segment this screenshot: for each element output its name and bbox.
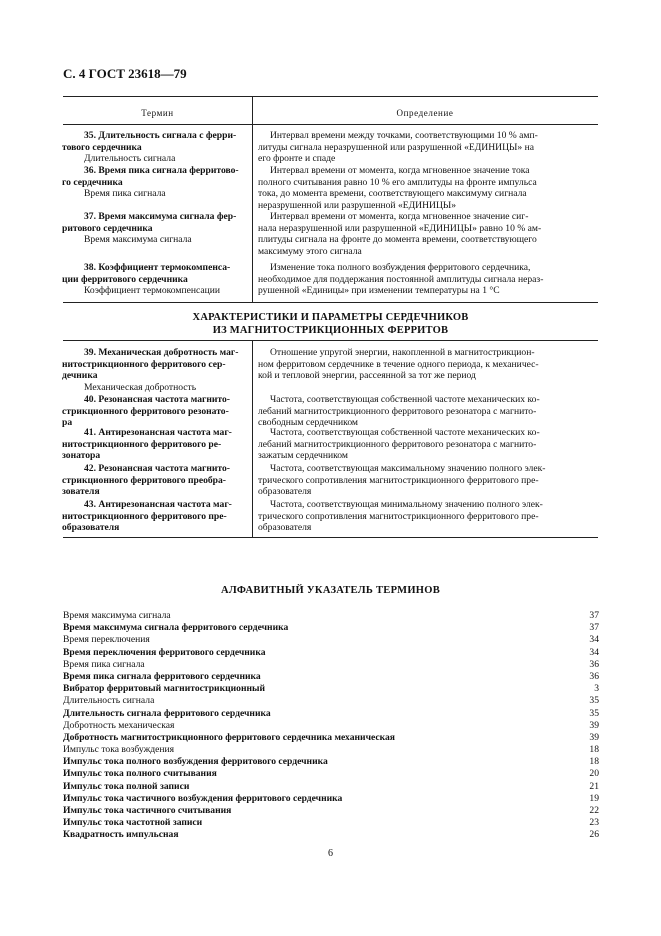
term-entry [62, 211, 237, 246]
term-name: го сердечника [62, 176, 123, 188]
index-term: Импульс тока частичного считывания [63, 805, 232, 816]
index-entry [63, 634, 599, 646]
definition-line: трического сопротивления магнитострикционного ферритового пре- [258, 510, 539, 522]
term-name: нитострикционного ферритового ре- [62, 438, 222, 450]
definition-text [258, 211, 541, 258]
definition-line: Интервал времени между точками, соответствующими 10 % амп- [270, 130, 538, 141]
index-entry [63, 829, 599, 841]
index-entry [63, 732, 599, 744]
table-bottom-rule [63, 302, 598, 303]
column-separator [252, 96, 253, 302]
definition-line: свободным сердечником [258, 417, 359, 429]
definition-line: литуды сигнала неразрушенной или разрушенной «ЕДИНИЦЫ» на [258, 141, 534, 153]
definition-line: Отношение упругой энергии, накопленной в магнитострикцион- [270, 347, 535, 358]
index-entry [63, 805, 599, 817]
index-entry [63, 695, 599, 707]
index-entry [63, 622, 599, 634]
term-name: ра [62, 417, 73, 429]
index-term: Импульс тока полного возбуждения ферритового сердечника [63, 756, 328, 768]
definition-line: максимуму этого сигнала [258, 246, 362, 258]
definition-line: рушенной «Единицы» при изменении температуры на 1 °С [258, 285, 500, 297]
definition-line: образователя [258, 522, 312, 534]
definition-line: зажатым сердечником [258, 450, 348, 462]
section-title-line: ХАРАКТЕРИСТИКИ И ПАРАМЕТРЫ СЕРДЕЧНИКОВ [192, 312, 469, 323]
index-term: Время переключения ферритового сердечника [63, 646, 266, 658]
definition-line: плитуды сигнала на фронте до момента времени, соответствующего [258, 234, 537, 246]
index-page-ref: 37 [589, 610, 599, 621]
index-page-ref: 21 [589, 780, 599, 792]
definition-line: лебаний магнитострикционного ферритового резонатора с магнито- [258, 438, 537, 450]
page-number: 6 [328, 848, 333, 859]
table2-bottom-rule [63, 537, 598, 538]
index-entry [63, 683, 599, 695]
index-term: Добротность магнитострикционного ферритового сердечника механическая [63, 731, 395, 743]
term-name: ритового сердечника [62, 222, 153, 234]
index-page-ref: 36 [589, 658, 599, 670]
definition-line: Частота, соответствующая максимальному значению полного элек- [270, 463, 546, 474]
term-name: зователя [62, 486, 100, 498]
term-entry [62, 130, 237, 165]
term-entry [62, 165, 239, 200]
term-short-form: Время пика сигнала [84, 188, 166, 200]
term-entry [62, 394, 231, 429]
term-short-form: Длительность сигнала [84, 153, 176, 165]
index-page-ref: 39 [589, 731, 599, 743]
term-name: 40. Резонансная частота магнито- [84, 394, 231, 405]
definition-line: неразрушенной или разрушенной «ЕДИНИЦЫ» [258, 200, 457, 212]
index-page-ref: 35 [589, 707, 599, 719]
definition-line: лебаний магнитострикционного ферритового резонатора с магнито- [258, 405, 537, 417]
index-title: АЛФАВИТНЫЙ УКАЗАТЕЛЬ ТЕРМИНОВ [220, 585, 441, 596]
index-page-ref: 34 [589, 646, 599, 658]
definition-line: ном ферритовом сердечнике в течение одного периода, к механичес- [258, 358, 539, 370]
index-page-ref: 23 [589, 817, 599, 829]
index-entry [63, 793, 599, 805]
index-term: Добротность механическая [63, 719, 175, 731]
table-header-rule [63, 124, 598, 125]
table-top-rule [63, 96, 598, 97]
term-name: зонатора [62, 450, 101, 462]
definition-line: образователя [258, 486, 312, 498]
index-term: Время максимума сигнала ферритового сердечника [63, 622, 289, 634]
definition-line: тока, до момента времени, соответствующего максимуму сигнала [258, 188, 527, 200]
index-page-ref: 39 [589, 719, 599, 731]
definition-text [258, 463, 545, 498]
index-term: Импульс тока полного считывания [63, 768, 217, 780]
term-name: 37. Время максимума сигнала фер- [84, 211, 237, 222]
definition-text [258, 427, 540, 462]
section-title [63, 311, 598, 337]
index-page-ref: 19 [589, 792, 599, 804]
index-term: Квадратность импульсная [63, 829, 179, 841]
definition-line: трического сопротивления магнитострикционного ферритового пре- [258, 474, 539, 486]
definition-line: необходимое для поддержания постоянной амплитуды сигнала нераз- [258, 273, 544, 285]
index-term: Импульс тока возбуждения [63, 744, 175, 756]
index-entry [63, 659, 599, 671]
term-name: стрикционного ферритового преобра- [62, 474, 227, 486]
index-page-ref: 26 [589, 829, 599, 841]
index-term: Время пика сигнала ферритового сердечника [63, 670, 261, 682]
term-name: 42. Резонансная частота магнито- [84, 463, 231, 474]
index-term: Импульс тока частичного возбуждения ферритового сердечника [63, 792, 343, 804]
term-name: 36. Время пика сигнала ферритово- [84, 165, 239, 176]
term-name: 43. Антирезонансная частота маг- [84, 499, 232, 510]
definition-line: Интервал времени от момента, когда мгновенное значение сиг- [270, 211, 529, 222]
definition-text [258, 499, 543, 534]
term-entry [62, 347, 239, 394]
index-entry [63, 744, 599, 756]
term-name: 39. Механическая добротность маг- [84, 347, 239, 358]
index-page-ref: 20 [589, 768, 599, 780]
term-name: нитострикционного ферритового пре- [62, 510, 227, 522]
page-header: С. 4 ГОСТ 23618—79 [63, 66, 187, 81]
index-page-ref: 35 [589, 695, 599, 707]
definition-line: полного считывания равно 10 % его амплитуды на фронте импульса [258, 176, 537, 188]
index-term: Время максимума сигнала [63, 610, 171, 621]
index-page-ref: 37 [589, 622, 599, 634]
index-term: Импульс тока частотной записи [63, 817, 203, 829]
table2-top-rule [63, 340, 598, 341]
term-name: 35. Длительность сигнала с ферри- [84, 130, 237, 141]
term-name: 41. Антирезонансная частота маг- [84, 427, 232, 438]
term-name: ции ферритового сердечника [62, 273, 188, 285]
column-header-term: Термин [141, 108, 174, 118]
section-title-line: ИЗ МАГНИТОСТРИКЦИОННЫХ ФЕРРИТОВ [212, 325, 449, 336]
column-separator-2 [252, 340, 253, 537]
definition-line: Частота, соответствующая минимальному значению полного элек- [270, 499, 543, 510]
definition-line: Частота, соответствующая собственной частоте механических ко- [270, 427, 540, 438]
term-name: стрикционного ферритового резонато- [62, 405, 229, 417]
index-entry [63, 720, 599, 732]
term-name: нитострикционного ферритового сер- [62, 358, 226, 370]
index-term: Длительность сигнала ферритового сердечника [63, 707, 271, 719]
term-name: 38. Коэффициент термокомпенса- [84, 262, 231, 273]
index-entry [63, 768, 599, 780]
definition-text [258, 130, 538, 165]
definition-text [258, 262, 543, 297]
term-name: образователя [62, 522, 120, 534]
index-entry [63, 781, 599, 793]
index-page-ref: 22 [589, 805, 599, 816]
alphabetical-index [63, 610, 599, 842]
index-term: Вибратор ферритовый магнитострикционный [63, 683, 266, 695]
definition-line: Интервал времени от момента, когда мгновенное значение тока [270, 165, 530, 176]
index-term: Время переключения [63, 634, 150, 646]
definition-line: его фронте и спаде [258, 153, 336, 165]
term-entry [62, 463, 231, 498]
index-entry [63, 708, 599, 720]
index-entry [63, 647, 599, 659]
term-entry [62, 499, 232, 534]
column-header-definition: Определение [396, 108, 454, 118]
definition-text [258, 394, 540, 429]
index-entry [63, 756, 599, 768]
term-short-form: Коэффициент термокомпенсации [84, 285, 221, 297]
definition-line: кой и тепловой энергии, рассеянной за тот же период [258, 370, 476, 382]
index-term: Импульс тока полной записи [63, 780, 190, 792]
term-name: тового сердечника [62, 141, 142, 153]
index-term: Длительность сигнала [63, 695, 155, 707]
index-term: Время пика сигнала [63, 658, 145, 670]
definition-line: Частота, соответствующая собственной частоте механических ко- [270, 394, 540, 405]
definition-line: Изменение тока полного возбуждения ферритового сердечника, [270, 262, 531, 273]
definition-text [258, 165, 537, 212]
definition-line: нала неразрушенной или разрушенной «ЕДИНИЦЫ» равно 10 % ам- [258, 222, 542, 234]
definition-text [258, 347, 539, 382]
term-name: дечника [62, 370, 98, 382]
index-page-ref: 3 [594, 683, 599, 695]
term-short-form: Механическая добротность [84, 382, 197, 394]
index-page-ref: 18 [589, 756, 599, 768]
term-entry [62, 262, 231, 297]
index-entry [63, 671, 599, 683]
index-entry [63, 817, 599, 829]
term-entry [62, 427, 232, 462]
index-page-ref: 34 [589, 634, 599, 646]
term-short-form: Время максимума сигнала [84, 234, 192, 246]
index-page-ref: 18 [589, 744, 599, 756]
index-entry [63, 610, 599, 622]
index-page-ref: 36 [589, 670, 599, 682]
